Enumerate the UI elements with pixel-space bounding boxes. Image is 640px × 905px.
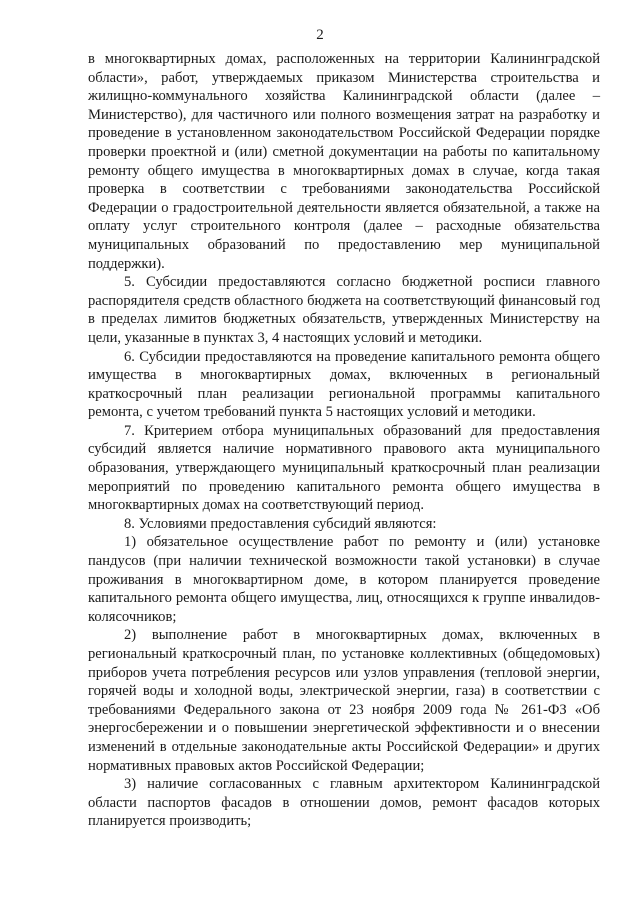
page-number: 2 [316,27,324,43]
paragraph-item-5: 5. Субсидии предоставляются согласно бюджетной росписи главного распорядителя средств областного бюджета на соответствующий финансовый год в пределах лимитов бюджетных обязательств, утвержденных Министерству на цели, указанные в пунктах 3, 4 настоящих условий и методики. [88,274,600,346]
document-body [88,50,600,831]
subitem-1: 1) обязательное осуществление работ по ремонту и (или) установке пандусов (при наличии технической возможности такой установки) в случае проживания в многоквартирном доме, в котором планируется проведение капитального ремонта общего имущества, лиц, относящихся к группе инвалидов-колясочников; [88,534,600,625]
paragraph-item-8: 8. Условиями предоставления субсидий являются: [124,515,437,532]
paragraph-continuation: в многоквартирных домах, расположенных на территории Калининградской области», работ, утверждаемых приказом Министерства строительства и жилищно-коммунального хозяйства Калининградской области (далее – Министерство), для частичного или полного возмещения затрат на разработку и проведение в установленном законодательством Российской Федерации порядке проверки проектной и (или) сметной документации на работы по капитальному ремонту общего имущества в многоквартирных домах в случае, когда такая проверка в соответствии с требованиями законодательства Российской Федерации о градостроительной деятельности является обязательной, а также на оплату услуг строительного контроля (далее – расходные обязательства муниципальных образований по предоставлению мер муниципальной поддержки). [88,51,600,272]
subitem-3: 3) наличие согласованных с главным архитектором Калининградской области паспортов фасадов в отношении домов, ремонт фасадов которых планируется производить; [88,776,600,830]
subitem-2: 2) выполнение работ в многоквартирных домах, включенных в региональный краткосрочный план, по установке коллективных (общедомовых) приборов учета потребления ресурсов или узлов управления (тепловой энергии, горячей воды и холодной воды, электрической энергии, газа) в соответствии с требованиями Федерального закона от 23 ноября 2009 года № 261-ФЗ «Об энергосбережении и о повышении энергетической эффективности и о внесении изменений в отдельные законодательные акты Российской Федерации» и других нормативных правовых актов Российской Федерации; [88,627,600,774]
paragraph-item-6: 6. Субсидии предоставляются на проведение капитального ремонта общего имущества в многоквартирных домах, включенных в региональный краткосрочный план реализации региональной программы капитального ремонта, с учетом требований пункта 5 настоящих условий и методики. [88,348,600,421]
paragraph-item-7: 7. Критерием отбора муниципальных образований для предоставления субсидий является наличие нормативного правового акта муниципального образования, утверждающего муниципальный краткосрочный план реализации мероприятий по проведению капитального ремонта общего имущества в многоквартирных домах на соответствующий период. [88,422,600,514]
